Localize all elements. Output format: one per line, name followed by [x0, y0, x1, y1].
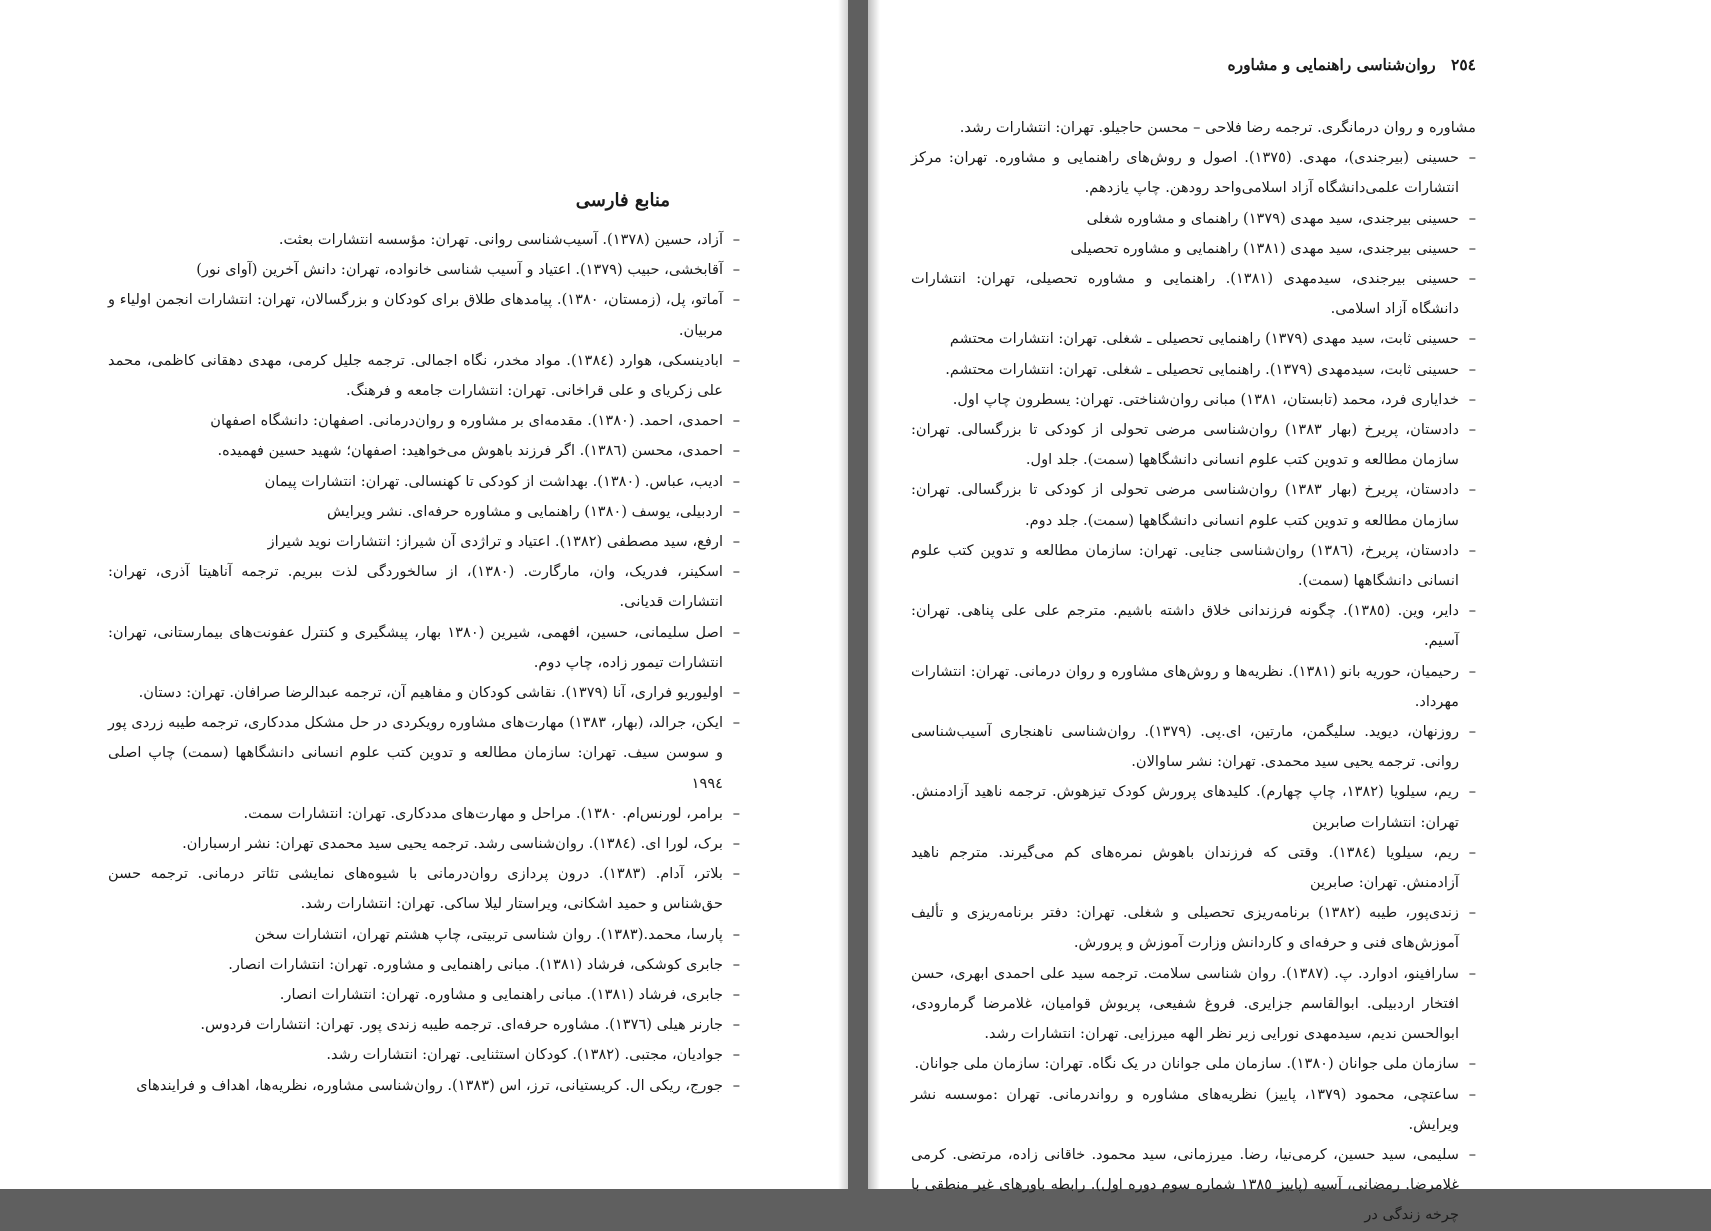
reference-text: جارنر هیلی (۱۳۷٦). مشاوره حرفه‌ای. ترجمه طیبه زندی پور. تهران: انتشارات فردوس.	[200, 1016, 723, 1034]
list-dash: –	[732, 1016, 740, 1034]
reference-entry	[108, 1040, 740, 1070]
reference-entry	[911, 475, 1476, 535]
reference-text: جورج، ریکی ال. کریستیانی، ترز، اس (۱۳۸۳). روان‌شناسی مشاوره، نظریه‌ها، اهداف و فرایندهای	[136, 1076, 723, 1094]
reference-text: ساعتچی، محمود (۱۳۷۹، پاییز) نظریه‌های مشاوره و رواندرمانی. تهران :موسسه نشر ویرایش.	[911, 1085, 1459, 1133]
reference-entry	[108, 1071, 740, 1101]
reference-text: سارافینو، ادوارد. پ. (۱۳۸۷). روان شناسی سلامت. ترجمه سید علی احمدی ابهری، حسن افتخار اردبیلی. ابوالقاسم جزایری. فروغ شفیعی، پریوش قوامیان، غلامرضا گرمارودی، ابوالحسن ندیم، سیدمهدی نورایی زیر نظر الهه میرزایی. تهران: انتشارات رشد.	[911, 964, 1459, 1043]
reference-entry	[108, 285, 740, 345]
reference-text: بلاتر، آدام. (۱۳۸۳). درون پردازی روان‌درمانی با شیوه‌های نمایشی تئاتر درمانی. ترجمه حسن حق‌شناس و حمید اشکانی، ویراستار لیلا ساکی. تهران: انتشارات رشد.	[108, 865, 723, 913]
reference-text: دایر، وین. (۱۳۸٥). چگونه فرزندانی خلاق داشته باشیم. مترجم علی علی پناهی. تهران: آسیم.	[911, 602, 1459, 650]
reference-text: اولیوریو فراری، آنا (۱۳۷۹). نقاشی کودکان و مفاهیم آن، ترجمه عبدالرضا صرافان. تهران: دستان.	[138, 684, 723, 702]
reference-text: حسینی بیرجندی، سید مهدی (۱۳۷۹) راهنمای و مشاوره شغلی	[1086, 209, 1459, 227]
right-page	[868, 0, 1711, 1224]
list-dash: –	[1468, 723, 1476, 741]
list-dash: –	[732, 955, 740, 973]
reference-entry	[108, 557, 740, 617]
list-dash: –	[1468, 964, 1476, 982]
list-dash: –	[732, 502, 740, 520]
list-dash: –	[732, 351, 740, 369]
list-dash: –	[1468, 904, 1476, 922]
list-dash: –	[1468, 421, 1476, 439]
left-page	[0, 0, 848, 1189]
reference-entry	[911, 596, 1476, 656]
reference-text: آقابخشی، حبیب (۱۳۷۹). اعتیاد و آسیب شناسی خانواده، تهران: دانش آخرین (آوای نور)	[196, 261, 723, 279]
reference-text: اصل سلیمانی، حسین، افهمی، شیرین (۱۳۸۰ بهار، پیشگیری و کنترل عفونت‌های بیمارستانی، تهران: انتشارات تیمور زاده، چاپ دوم.	[108, 623, 724, 671]
reference-text: حسینی بیرجندی، سید مهدی (۱۳۸۱) راهنمایی و مشاوره تحصیلی	[1070, 239, 1459, 257]
reference-entry	[911, 264, 1476, 324]
list-dash: –	[732, 623, 741, 641]
reference-entry	[911, 717, 1476, 777]
list-dash: –	[1468, 209, 1476, 227]
list-dash: –	[1468, 1145, 1476, 1163]
reference-entry	[911, 1080, 1476, 1140]
reference-text: سلیمی، سید حسین، کرمی‌نیا، رضا. میرزمانی، سید محمود. خاقانی زاده، مرتضی. کرمی غلامرضا. رمضانی، آسیه (پاییز ۱۳۸٥ شماره سوم دوره اول). رابطه باورهای غیر منطقی با چرخه زندگی در	[911, 1145, 1459, 1224]
list-dash: –	[732, 835, 740, 853]
reference-text: زندی‌پور، طیبه (۱۳۸۲) برنامه‌ریزی تحصیلی و شغلی. تهران: دفتر برنامه‌ریزی و تألیف آموزش‌های فنی و حرفه‌ای و کاردانش وزارت آموزش و پرورش.	[911, 904, 1459, 952]
reference-entry	[108, 859, 740, 919]
reference-text: سازمان ملی جوانان (۱۳۸۰). سازمان ملی جوانان در یک نگاه. تهران: سازمان ملی جوانان.	[914, 1055, 1459, 1073]
list-dash: –	[732, 533, 740, 551]
list-dash: –	[1468, 149, 1476, 167]
reference-entry	[911, 838, 1476, 898]
list-dash: –	[1468, 239, 1476, 257]
reference-text: دادستان، پریرخ (بهار ۱۳۸۳) روان‌شناسی مرضی تحولی از کودکی تا بزرگسالی. تهران: سازمان مطالعه و تدوین کتب علوم انسانی دانشگاهها (سمت). جلد دوم.	[911, 481, 1459, 529]
reference-text: ایکن، جرالد، (بهار، ۱۳۸۳) مهارت‌های مشاوره رویکردی در حل مشکل مددکاری، ترجمه طیبه زردی پور و سوسن سیف. تهران: سازمان مطالعه و تدوین کتب علوم انسانی دانشگاهها (سمت) چاپ اصلی ۱۹۹٤	[108, 714, 723, 792]
list-dash: –	[1468, 541, 1476, 559]
reference-entry	[108, 255, 740, 285]
reference-text: جوادیان، مجتبی. (۱۳۸۲). کودکان استثنایی. تهران: انتشارات رشد.	[326, 1046, 723, 1064]
reference-text: جابری، فرشاد (۱۳۸۱). مبانی راهنمایی و مشاوره. تهران: انتشارات انصار.	[279, 986, 723, 1004]
reference-entry	[108, 618, 740, 678]
reference-text: ریم، سیلویا (۱۳۸۲، چاپ چهارم). کلیدهای پرورش کودک تیزهوش. ترجمه ناهید آزادمنش. تهران: انتشارات صابرین	[911, 783, 1460, 831]
reference-entry	[108, 497, 740, 527]
reference-text: رحیمیان، حوریه بانو (۱۳۸۱). نظریه‌ها و روش‌های مشاوره و روان درمانی. تهران: انتشارات مهرداد.	[911, 662, 1460, 710]
reference-entry	[911, 898, 1476, 958]
reference-entry	[108, 708, 740, 799]
reference-entry	[108, 950, 740, 980]
list-dash: –	[1468, 270, 1476, 288]
reference-entry	[108, 346, 740, 406]
reference-text: جابری کوشکی، فرشاد (۱۳۸۱). مبانی راهنمایی و مشاوره. تهران: انتشارات انصار.	[228, 955, 723, 973]
list-dash: –	[732, 684, 740, 702]
reference-entry	[108, 527, 740, 557]
reference-entry	[911, 536, 1476, 596]
list-dash: –	[1468, 1055, 1476, 1073]
page-gutter-shadow	[868, 0, 880, 1189]
reference-text: حسینی ثابت، سیدمهدی (۱۳۷۹). راهنمایی تحصیلی ـ شغلی. تهران: انتشارات محتشم.	[945, 360, 1459, 378]
list-dash: –	[732, 563, 740, 581]
reference-entry	[108, 920, 740, 950]
reference-text: احمدی، احمد. (۱۳۸۰). مقدمه‌ای بر مشاوره و روان‌درمانی. اصفهان: دانشگاه اصفهان	[210, 412, 723, 430]
reference-entry	[911, 143, 1476, 203]
list-dash: –	[1468, 330, 1476, 348]
reference-entry	[108, 1010, 740, 1040]
reference-text: آزاد، حسین (۱۳۷۸). آسیب‌شناسی روانی. تهران: مؤسسه انتشارات بعثت.	[278, 231, 723, 248]
reference-entry	[911, 959, 1476, 1050]
reference-text: احمدی، محسن (۱۳۸٦). اگر فرزند باهوش می‌خواهید: اصفهان؛ شهید حسین فهمیده.	[217, 442, 723, 460]
list-dash: –	[732, 472, 740, 490]
reference-text: پارسا، محمد.(۱۳۸۳). روان شناسی تربیتی، چاپ هشتم تهران، انتشارات سخن	[254, 925, 723, 943]
reference-list	[911, 113, 1476, 1231]
list-dash: –	[1468, 843, 1476, 861]
reference-text: برک، لورا ای. (۱۳۸٤). روان‌شناسی رشد. ترجمه یحیی سید محمدی تهران: نشر ارسباران.	[182, 835, 723, 853]
list-dash: –	[732, 412, 740, 430]
reference-text: روزنهان، دیوید. سلیگمن، مارتین، ای.پی. (۱۳۷۹). روان‌شناسی ناهنجاری آسیب‌شناسی روانی. ترجمه یحیی سید محمدی. تهران: نشر ساوالان.	[911, 723, 1459, 771]
reference-text: حسینی ثابت، سید مهدی (۱۳۷۹) راهنمایی تحصیلی ـ شغلی. تهران: انتشارات محتشم	[949, 330, 1459, 348]
list-dash: –	[732, 986, 740, 1004]
reference-entry	[911, 324, 1476, 354]
reference-text: اسکینر، فدریک، وان، مارگارت. (۱۳۸۰)، از سالخوردگی لذت ببریم. ترجمه آناهیتا آذری، تهران: انتشارات قدیانی.	[108, 563, 723, 611]
page-gutter-shadow	[838, 0, 848, 1189]
reference-entry	[108, 980, 740, 1010]
section-title: منابع فارسی	[575, 190, 670, 211]
list-dash: –	[1468, 1085, 1476, 1103]
reference-entry	[108, 799, 740, 829]
reference-entry	[911, 777, 1476, 837]
reference-entry	[108, 436, 740, 466]
reference-list	[108, 225, 740, 1101]
reference-entry	[911, 1049, 1476, 1079]
reference-entry	[911, 385, 1476, 415]
reference-text: ریم، سیلویا (۱۳۸٤). وقتی که فرزندان باهوش نمره‌های کم می‌گیرند. مترجم ناهید آزادمنش. تهران: صابرین	[911, 843, 1459, 892]
reference-text: ادیب، عباس. (۱۳۸۰). بهداشت از کودکی تا کهنسالی. تهران: انتشارات پیمان	[264, 472, 723, 490]
reference-entry	[108, 225, 740, 255]
list-dash: –	[1468, 662, 1477, 680]
reference-entry	[911, 415, 1476, 475]
reference-continuation: مشاوره و روان درمانگری. ترجمه رضا فلاحی – محسن حاجیلو. تهران: انتشارات رشد.	[959, 119, 1476, 136]
list-dash: –	[732, 442, 740, 460]
reference-entry	[911, 355, 1476, 385]
reference-entry	[911, 657, 1476, 717]
reference-text: دادستان، پریرخ، (۱۳۸٦) روان‌شناسی جنایی. تهران: سازمان مطالعه و تدوین کتب علوم انسانی دانشگاهها (سمت).	[911, 541, 1459, 590]
list-dash: –	[1468, 390, 1476, 408]
list-dash: –	[732, 714, 740, 732]
list-dash: –	[732, 1046, 740, 1064]
list-dash: –	[732, 231, 740, 248]
reference-entry	[108, 406, 740, 436]
list-dash: –	[732, 804, 740, 822]
list-dash: –	[732, 925, 740, 943]
running-head-title: روان‌شناسی راهنمایی و مشاوره	[1227, 55, 1436, 74]
reference-entry	[911, 204, 1476, 234]
list-dash: –	[732, 261, 740, 279]
reference-text: حسینی بیرجندی، سیدمهدی (۱۳۸۱). راهنمایی و مشاوره تحصیلی، تهران: انتشارات دانشگاه آزاد اسلامی.	[911, 270, 1459, 318]
page-number: ۲٥٤	[1451, 55, 1476, 74]
reference-entry	[108, 678, 740, 708]
reference-entry	[108, 467, 740, 497]
reference-entry	[911, 234, 1476, 264]
reference-text: برامر، لورنس‌ام. ۱۳۸۰). مراحل و مهارت‌های مددکاری. تهران: انتشارات سمت.	[243, 804, 723, 822]
list-dash: –	[732, 1076, 740, 1094]
list-dash: –	[732, 291, 740, 309]
reference-text: حسینی (بیرجندی)، مهدی. (۱۳۷٥). اصول و روش‌های راهنمایی و مشاوره. تهران: مرکز انتشارات علمی‌دانشگاه آزاد اسلامی‌واحد رودهن. چاپ یازدهم.	[911, 149, 1459, 197]
reference-text: اردبیلی، یوسف (۱۳۸۰) راهنمایی و مشاوره حرفه‌ای. نشر ویرایش	[327, 502, 723, 520]
reference-text: خدایاری فرد، محمد (تابستان، ۱۳۸۱) مبانی روان‌شناختی. تهران: یسطرون چاپ اول.	[952, 390, 1459, 408]
reference-text: آماتو، پل، (زمستان، ۱۳۸۰). پیامدهای طلاق برای کودکان و بزرگسالان، تهران: انتشارات انجمن اولیاء و مربیان.	[108, 291, 723, 339]
reference-text: دادستان، پریرخ (بهار ۱۳۸۳) روان‌شناسی مرضی تحولی از کودکی تا بزرگسالی. تهران: سازمان مطالعه و تدوین کتب علوم انسانی دانشگاهها (سمت). جلد اول.	[911, 421, 1459, 469]
reference-entry	[108, 829, 740, 859]
reference-text: ابادینسکی، هوارد (۱۳۸٤). مواد مخدر، نگاه اجمالی. ترجمه جلیل کرمی، مهدی دهقانی کاظمی، محمد علی زکریای و علی قراخانی. تهران: انتشارات جامعه و فرهنگ.	[108, 351, 723, 400]
list-dash: –	[1468, 602, 1476, 620]
reference-text: ارفع، سید مصطفی (۱۳۸۲). اعتیاد و تراژدی آن شیراز: انتشارات نوید شیراز	[267, 533, 723, 551]
running-head	[1227, 55, 1476, 74]
list-dash: –	[732, 865, 740, 883]
list-dash: –	[1468, 783, 1477, 801]
list-dash: –	[1468, 360, 1476, 378]
list-dash: –	[1468, 481, 1476, 499]
reference-entry	[911, 1140, 1476, 1231]
